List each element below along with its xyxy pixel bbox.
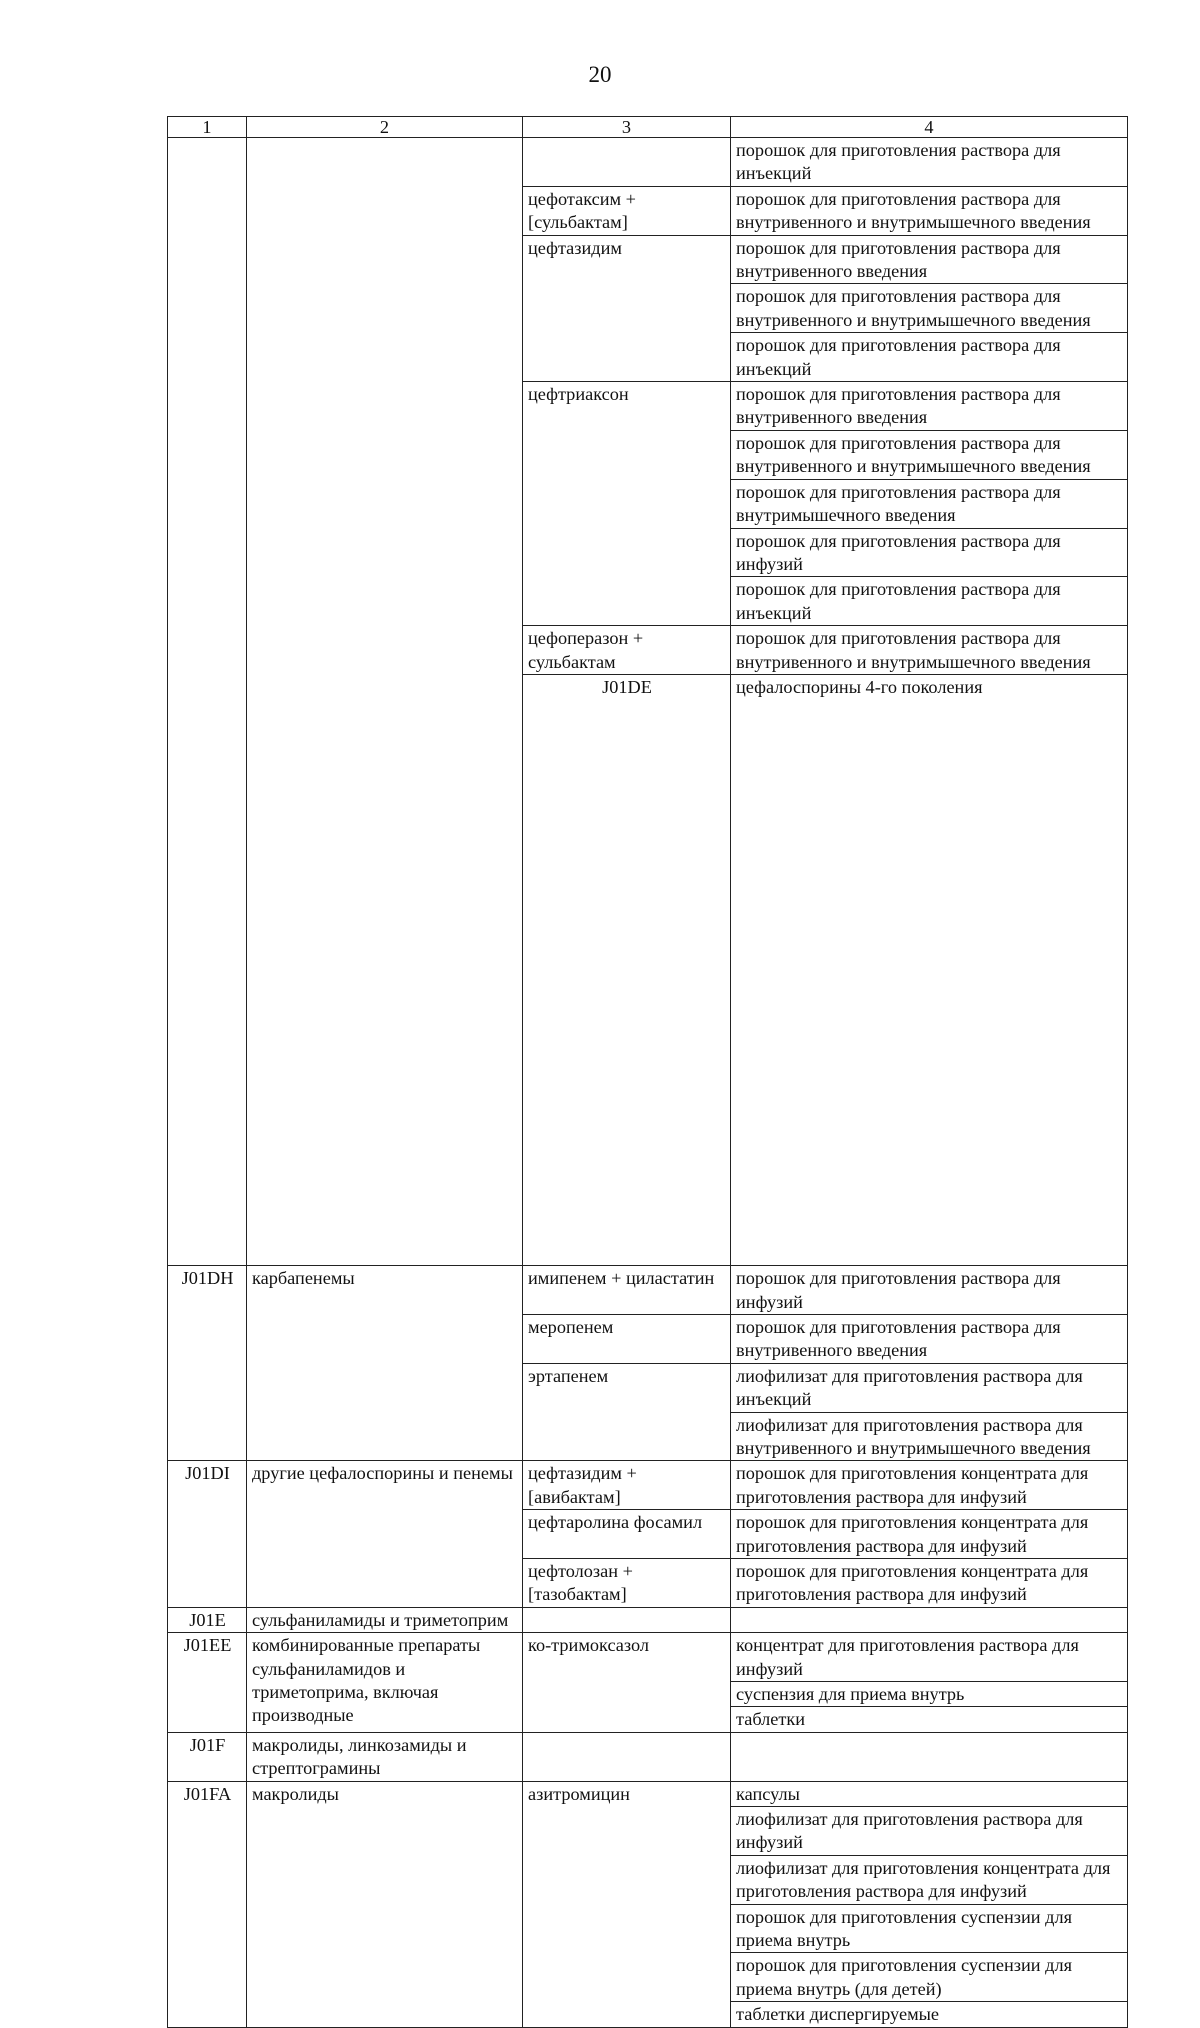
column-header: 3 <box>523 117 731 138</box>
form-cell: таблетки <box>731 1707 1128 1732</box>
group-cell <box>247 138 523 1266</box>
column-header: 4 <box>731 117 1128 138</box>
drug-cell: цефтолозан + [тазобактам] <box>523 1558 731 1607</box>
form-cell: таблетки диспергируемые <box>731 2002 1128 2027</box>
form-cell: концентрат для приготовления раствора для инфузий <box>731 1633 1128 1682</box>
group-cell: комбинированные препараты сульфаниламидов и триметоприма, включая производные <box>247 1633 523 1733</box>
form-cell: порошок для приготовления концентрата для приготовления раствора для инфузий <box>731 1461 1128 1510</box>
form-cell: капсулы <box>731 1781 1128 1806</box>
code-cell: J01DI <box>168 1461 247 1607</box>
page-number: 20 <box>588 62 612 87</box>
code-cell: J01DH <box>168 1266 247 1461</box>
form-cell: порошок для приготовления раствора для внутривенного и внутримышечного введения <box>731 284 1128 333</box>
form-cell: порошок для приготовления раствора для внутримышечного введения <box>731 479 1128 528</box>
drug-cell: цефтриаксон <box>523 382 731 626</box>
table-row <box>168 1633 1128 1682</box>
drug-cell: цефтазидим <box>523 235 731 381</box>
drug-cell: цефтаролина фосамил <box>523 1510 731 1559</box>
table-row <box>168 1732 1128 1781</box>
group-cell: цефалоспорины 4-го поколения <box>731 674 1128 1265</box>
column-header: 1 <box>168 117 247 138</box>
form-cell: порошок для приготовления раствора для внутривенного и внутримышечного введения <box>731 626 1128 675</box>
drug-cell: ко-тримоксазол <box>523 1633 731 1733</box>
table-row <box>168 1607 1128 1632</box>
drug-cell: цефоперазон + сульбактам <box>523 626 731 675</box>
code-cell: J01EE <box>168 1633 247 1733</box>
form-cell: порошок для приготовления раствора для внутривенного введения <box>731 382 1128 431</box>
form-cell: порошок для приготовления раствора для внутривенного и внутримышечного введения <box>731 430 1128 479</box>
form-cell: порошок для приготовления раствора для инфузий <box>731 528 1128 577</box>
drug-list-table <box>167 116 1128 2028</box>
group-cell: макролиды, линкозамиды и стрептограмины <box>247 1732 523 1781</box>
form-cell: порошок для приготовления раствора для инъекций <box>731 333 1128 382</box>
table-header-row <box>168 117 1128 138</box>
drug-cell <box>523 1607 731 1632</box>
form-cell: лиофилизат для приготовления раствора для внутривенного и внутримышечного введения <box>731 1412 1128 1461</box>
table-row <box>168 1266 1128 1315</box>
drug-cell <box>523 138 731 187</box>
code-cell: J01FA <box>168 1781 247 2027</box>
group-cell: сульфаниламиды и триметоприм <box>247 1607 523 1632</box>
drug-cell: цефтазидим + [авибактам] <box>523 1461 731 1510</box>
form-cell: суспензия для приема внутрь <box>731 1682 1128 1707</box>
drug-cell: азитромицин <box>523 1781 731 2027</box>
form-cell: порошок для приготовления раствора для инъекций <box>731 577 1128 626</box>
table-row <box>168 138 1128 187</box>
form-cell <box>731 1607 1128 1632</box>
code-cell <box>168 138 247 1266</box>
group-cell: другие цефалоспорины и пенемы <box>247 1461 523 1607</box>
drug-cell: имипенем + циластатин <box>523 1266 731 1315</box>
form-cell: порошок для приготовления концентрата для приготовления раствора для инфузий <box>731 1510 1128 1559</box>
form-cell: лиофилизат для приготовления раствора для инфузий <box>731 1807 1128 1856</box>
code-cell: J01F <box>168 1732 247 1781</box>
drug-cell: эртапенем <box>523 1363 731 1461</box>
form-cell: порошок для приготовления раствора для инъекций <box>731 138 1128 187</box>
form-cell: порошок для приготовления раствора для инфузий <box>731 1266 1128 1315</box>
group-cell: карбапенемы <box>247 1266 523 1461</box>
form-cell: порошок для приготовления суспензии для приема внутрь <box>731 1904 1128 1953</box>
column-header: 2 <box>247 117 523 138</box>
form-cell: порошок для приготовления раствора для внутривенного введения <box>731 235 1128 284</box>
code-cell: J01DE <box>523 674 731 1265</box>
form-cell: порошок для приготовления раствора для внутривенного и внутримышечного введения <box>731 186 1128 235</box>
table-row <box>168 1781 1128 1806</box>
drug-cell <box>523 1732 731 1781</box>
drug-cell: меропенем <box>523 1314 731 1363</box>
form-cell: лиофилизат для приготовления раствора для инъекций <box>731 1363 1128 1412</box>
form-cell: порошок для приготовления суспензии для приема внутрь (для детей) <box>731 1953 1128 2002</box>
table-row <box>168 1461 1128 1510</box>
form-cell: лиофилизат для приготовления концентрата для приготовления раствора для инфузий <box>731 1855 1128 1904</box>
form-cell <box>731 1732 1128 1781</box>
form-cell: порошок для приготовления раствора для внутривенного введения <box>731 1314 1128 1363</box>
drug-cell: цефотаксим + [сульбактам] <box>523 186 731 235</box>
code-cell: J01E <box>168 1607 247 1632</box>
group-cell: макролиды <box>247 1781 523 2027</box>
form-cell: порошок для приготовления концентрата для приготовления раствора для инфузий <box>731 1558 1128 1607</box>
